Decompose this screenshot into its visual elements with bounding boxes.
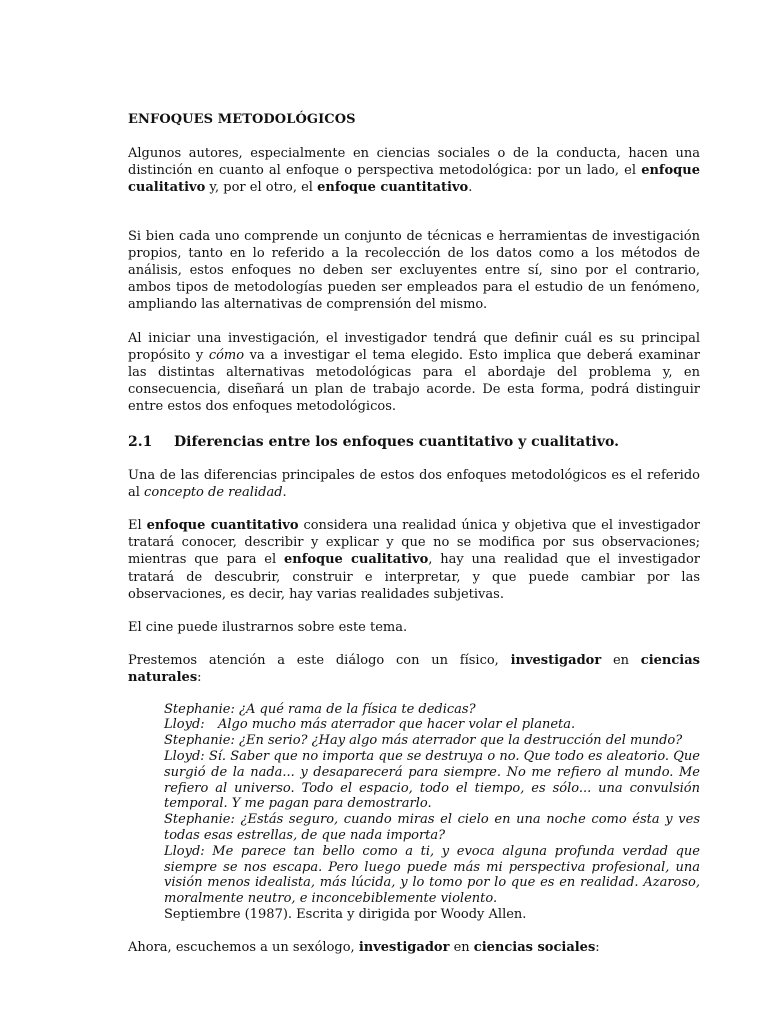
bold-term: ciencias naturales — [128, 653, 700, 686]
text-run: , hay una realidad que el investigador tratará de descubrir, construir e interpretar, y que puede cambiar por las observaciones, es decir, hay varias realidades subjetivas. — [128, 552, 700, 602]
paragraph-approaches — [128, 517, 700, 603]
bold-term: investigador — [510, 653, 602, 669]
text-run: El — [128, 518, 147, 534]
text-run: : — [197, 670, 202, 686]
text-run: Prestemos atención a este diálogo con un físico, — [128, 653, 511, 669]
text-run: Una de las diferencias principales de estos dos enfoques metodológicos es el referido al — [128, 467, 700, 500]
text-run: : — [595, 939, 600, 955]
dialogue-quote — [164, 702, 700, 923]
section-heading — [128, 434, 700, 450]
text-run: y, por el otro, el — [205, 180, 318, 196]
paragraph-sexologist — [128, 939, 700, 956]
text-run: Ahora, escuchemos a un sexólogo, — [128, 939, 359, 955]
bold-term: enfoque cualitativo — [284, 552, 429, 568]
paragraph-differences — [128, 467, 700, 501]
text-run: en — [601, 653, 641, 669]
bold-term: ciencias sociales — [473, 939, 596, 955]
paragraph-intro — [128, 145, 700, 197]
paragraph-investigation — [128, 330, 700, 416]
bold-term: investigador — [358, 939, 450, 955]
dialogue-line: Stephanie: ¿A qué rama de la física te dedicas? — [164, 701, 476, 717]
text-run: Al iniciar una investigación, el investigador tendrá que definir cuál es su principal propósito y — [128, 330, 700, 363]
dialogue-text: Algo mucho más aterrador que hacer volar el planeta. — [218, 717, 576, 733]
document-title: ENFOQUES METODOLÓGICOS — [128, 112, 356, 127]
text-run: Algunos autores, especialmente en ciencias sociales o de la conducta, hacen una distinción en cuanto al enfoque o perspectiva metodológica: por un lado, el — [128, 146, 700, 179]
text-run: considera una realidad única y objetiva que el investigador tratará conocer, describir y explicar y que no se modifica por sus observaciones; mientras que para el — [128, 518, 701, 568]
text-run: va a investigar el tema elegido. Esto implica que deberá examinar las distintas alternativas metodológicas para el abordaje del problema y, en consecuencia, diseñará un plan de trabajo acorde. De esta forma, podrá distinguir entre estos dos enfoques metodológicos. — [128, 347, 700, 415]
section-number: 2.1 — [128, 433, 153, 450]
paragraph-cinema: El cine puede ilustrarnos sobre este tema. — [128, 620, 408, 636]
film-credit: Septiembre (1987). Escrita y dirigida por Woody Allen. — [164, 907, 527, 923]
section-title: Diferencias entre los enfoques cuantitativo y cualitativo. — [174, 433, 619, 450]
dialogue-line: Lloyd: Me parece tan bello como a ti, y evoca alguna profunda verdad que siempre se nos escapa. Pero luego puede más mi perspectiva profesional, una visión menos idealista, más lúcida, y lo tomo por lo que es en realidad. Azaroso, moralmente neutro, e inconcebiblemente violento. — [164, 843, 700, 907]
bold-term: enfoque cualitativo — [128, 163, 700, 196]
dialogue-line — [164, 717, 700, 733]
italic-term: concepto de realidad — [144, 484, 283, 500]
paragraph-techniques: Si bien cada uno comprende un conjunto de técnicas e herramientas de investigación propios, tanto en lo referido a la recolección de los datos como a los métodos de análisis, estos enfoques no deben ser excluyentes entre sí, sino por el contrario, ambos tipos de metodologías pueden ser empleados para el estudio de un fenómeno, ampliando las alternativas de comprensión del mismo. — [128, 228, 700, 313]
paragraph-physicist — [128, 652, 700, 686]
bold-term: enfoque cuantitativo — [146, 518, 299, 534]
dialogue-speaker: Lloyd: — [164, 717, 205, 733]
dialogue-line: Stephanie: ¿En serio? ¿Hay algo más aterrador que la destrucción del mundo? — [164, 733, 683, 749]
italic-term: cómo — [208, 347, 245, 363]
bold-term: enfoque cuantitativo — [317, 180, 469, 196]
dialogue-line: Lloyd: Sí. Saber que no importa que se destruya o no. Que todo es aleatorio. Que surgió de la nada... y desaparecerá para siempre. No me refiero al mundo. Me refiero al universo. Todo el espacio, todo el tiempo, es sólo... una convulsión temporal. Y me pagan para demostrarlo. — [164, 749, 700, 812]
dialogue-line: Stephanie: ¿Estás seguro, cuando miras el cielo en una noche como ésta y ves todas esas estrellas, de que nada importa? — [164, 812, 700, 844]
text-run: . — [468, 180, 473, 196]
text-run: en — [449, 939, 474, 955]
text-run: . — [282, 484, 287, 500]
